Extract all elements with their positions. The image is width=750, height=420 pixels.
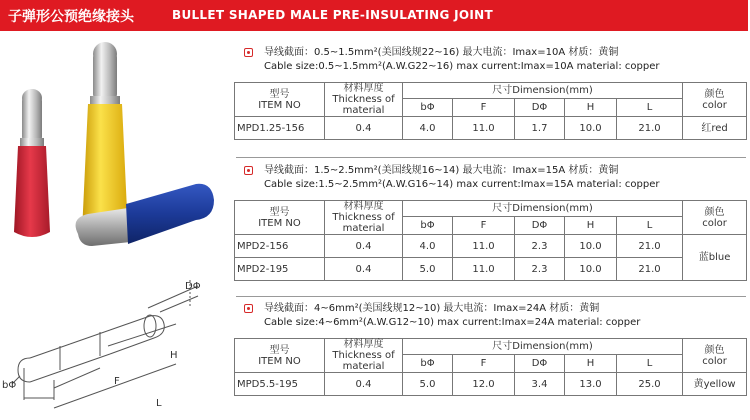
table-row: MPD5.5-195 0.4 5.0 12.0 3.4 13.0 25.0 黄yellow — [235, 373, 747, 396]
header-l: L — [617, 355, 683, 373]
target-icon — [244, 166, 253, 175]
table-row: MPD2-195 0.4 5.0 11.0 2.3 10.0 21.0 — [235, 258, 747, 281]
header-bphi: bΦ — [403, 355, 453, 373]
spec-text — [234, 46, 746, 82]
header-h: H — [565, 355, 617, 373]
header-f: F — [453, 355, 515, 373]
header-color: 颜色 color — [683, 201, 747, 235]
divider — [236, 157, 746, 158]
header-thickness: 材料厚度 Thickness of material — [325, 339, 403, 373]
spec-cn: 导线截面：0.5~1.5mm²(美国线规22~16) 最大电流：Imax=10A 材质：黄铜 — [264, 47, 619, 58]
header-l: L — [617, 99, 683, 117]
spec-en: Cable size:0.5~1.5mm²(A.W.G22~16) max current:Imax=10A material: copper — [264, 61, 660, 72]
target-icon — [244, 304, 253, 313]
header-dimension: 尺寸Dimension(mm) — [403, 201, 683, 217]
spec-en: Cable size:4~6mm²(A.W.G12~10) max current:Imax=24A material: copper — [264, 317, 641, 328]
spec-section-2 — [234, 164, 746, 281]
spec-table — [234, 82, 747, 140]
product-photo — [0, 32, 230, 262]
header-model: 型号 ITEM NO — [235, 83, 325, 117]
technical-drawing — [0, 268, 230, 420]
header-f: F — [453, 99, 515, 117]
spec-section-1 — [234, 46, 746, 140]
spec-cn: 导线截面：1.5~2.5mm²(美国线规16~14) 最大电流：Imax=15A 材质：黄铜 — [264, 165, 619, 176]
header-dimension: 尺寸Dimension(mm) — [403, 339, 683, 355]
header-h: H — [565, 99, 617, 117]
header-bphi: bΦ — [403, 99, 453, 117]
header-thickness: 材料厚度 Thickness of material — [325, 201, 403, 235]
spec-cn: 导线截面：4~6mm²(美国线规12~10) 最大电流：Imax=24A 材质：黄铜 — [264, 303, 600, 314]
table-row: MPD2-156 0.4 4.0 11.0 2.3 10.0 21.0 蓝blue — [235, 235, 747, 258]
title-banner — [0, 0, 748, 31]
header-dphi: DΦ — [515, 99, 565, 117]
color-cell: 红red — [683, 117, 747, 140]
table-row: MPD1.25-156 0.4 4.0 11.0 1.7 10.0 21.0 红red — [235, 117, 747, 140]
title-en: BULLET SHAPED MALE PRE-INSULATING JOINT — [172, 8, 493, 22]
header-color: 颜色 color — [683, 83, 747, 117]
target-icon — [244, 48, 253, 57]
divider — [236, 296, 746, 297]
header-dphi: DΦ — [515, 355, 565, 373]
red-connector — [14, 89, 50, 237]
header-dimension: 尺寸Dimension(mm) — [403, 83, 683, 99]
spec-en: Cable size:1.5~2.5mm²(A.W.G16~14) max current:Imax=15A material: copper — [264, 179, 660, 190]
spec-table — [234, 200, 747, 281]
yellow-connector — [82, 42, 128, 238]
label-f: F — [114, 376, 120, 387]
header-model: 型号 ITEM NO — [235, 201, 325, 235]
label-h: H — [170, 350, 178, 361]
header-f: F — [453, 217, 515, 235]
header-model: 型号 ITEM NO — [235, 339, 325, 373]
header-dphi: DΦ — [515, 217, 565, 235]
label-bphi: bΦ — [2, 380, 17, 391]
title-cn: 子弹形公预绝缘接头 — [8, 9, 134, 25]
spec-text — [234, 302, 746, 338]
spec-table — [234, 338, 747, 396]
color-cell: 黄yellow — [683, 373, 747, 396]
header-h: H — [565, 217, 617, 235]
label-l: L — [156, 398, 162, 409]
color-cell: 蓝blue — [683, 235, 747, 281]
header-color: 颜色 color — [683, 339, 747, 373]
spec-section-3 — [234, 302, 746, 396]
header-l: L — [617, 217, 683, 235]
header-bphi: bΦ — [403, 217, 453, 235]
label-dphi: DΦ — [185, 281, 201, 292]
spec-text — [234, 164, 746, 200]
header-thickness: 材料厚度 Thickness of material — [325, 83, 403, 117]
